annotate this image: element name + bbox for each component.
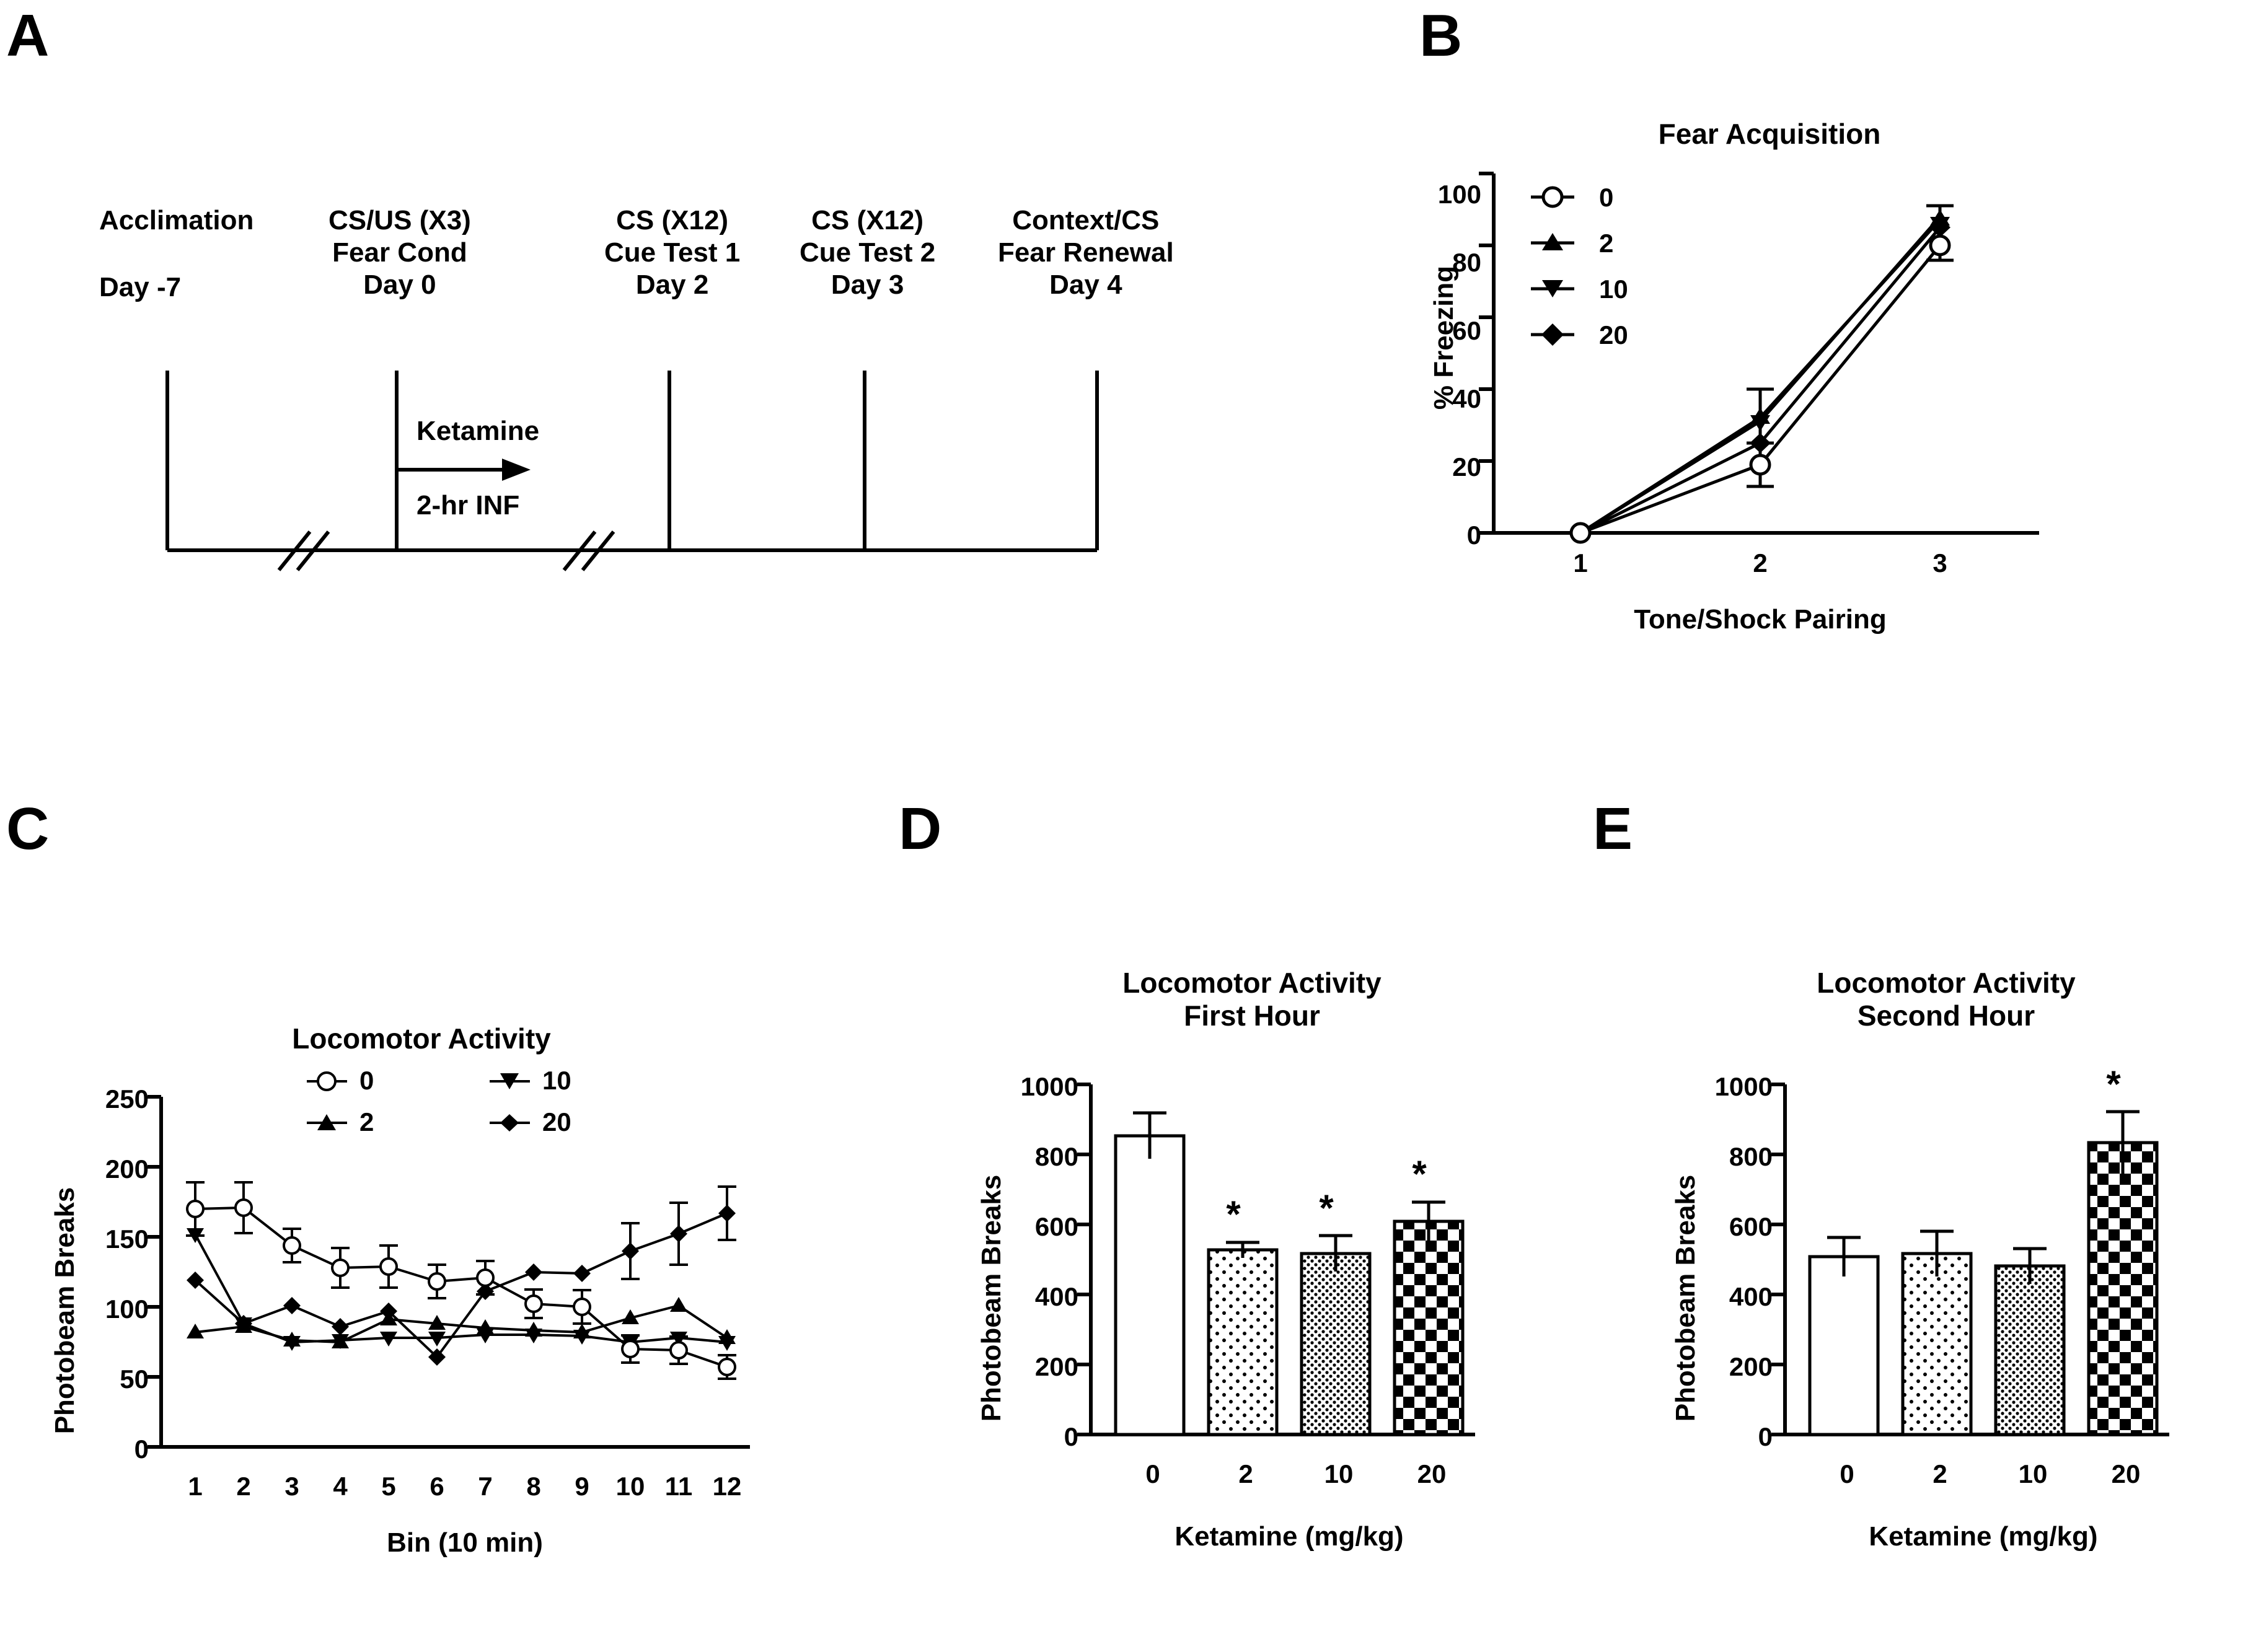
first-hour-title-line-0: Locomotor Activity — [1122, 967, 1382, 999]
first-hour-annotation-10: * — [1319, 1187, 1334, 1229]
fear-acquisition-ytick-40: 40 — [1452, 384, 1481, 413]
timeline-event-3 — [800, 204, 935, 301]
timeline-event-3-day: Day 3 — [831, 269, 904, 300]
first-hour-xtick-20: 20 — [1417, 1459, 1447, 1488]
panel-b-letter: B — [1419, 2, 1463, 69]
locomotor-bins-xtick-9: 9 — [575, 1472, 589, 1501]
fear-acquisition-legend-1: 2 — [1599, 229, 1614, 258]
second-hour-ytick-200: 200 — [1729, 1352, 1773, 1381]
locomotor-bins-ytick-200: 200 — [105, 1154, 149, 1184]
second-hour-xtick-0: 0 — [1840, 1459, 1854, 1488]
second-hour-xlabel: Ketamine (mg/kg) — [1869, 1521, 2098, 1552]
panel-a — [0, 0, 1333, 731]
first-hour-ytick-0: 0 — [1064, 1422, 1078, 1451]
second-hour-xtick-10: 10 — [2018, 1459, 2048, 1488]
second-hour-ytick-800: 800 — [1729, 1142, 1773, 1171]
second-hour-ylabel: Photobeam Breaks — [1670, 1174, 1701, 1422]
locomotor-bins-xtick-10: 10 — [615, 1472, 645, 1501]
fear-acquisition-ytick-80: 80 — [1452, 248, 1481, 277]
fear-acquisition-legend-3: 20 — [1599, 320, 1628, 349]
locomotor-bins-legend-2: 10 — [542, 1066, 571, 1095]
first-hour-annotation-20: * — [1412, 1153, 1427, 1195]
timeline-event-2 — [604, 204, 740, 301]
fear-acquisition-ytick-60: 60 — [1452, 316, 1481, 345]
locomotor-bins-ytick-50: 50 — [120, 1364, 149, 1394]
timeline-event-2-line-1: Cue Test 1 — [604, 237, 741, 268]
second-hour-ytick-0: 0 — [1758, 1422, 1773, 1451]
locomotor-bins-legend-1: 2 — [359, 1107, 374, 1136]
locomotor-bins-plot — [161, 1097, 905, 1531]
locomotor-bins-xtick-5: 5 — [381, 1472, 396, 1501]
timeline-event-1-day: Day 0 — [363, 269, 436, 300]
timeline-event-4 — [998, 204, 1174, 301]
first-hour-plot — [1091, 1084, 1649, 1518]
first-hour-ytick-200: 200 — [1034, 1352, 1078, 1381]
locomotor-bins-ytick-150: 150 — [105, 1224, 149, 1254]
fear-acquisition-ytick-100: 100 — [1437, 180, 1481, 209]
second-hour-title-line-0: Locomotor Activity — [1817, 967, 2076, 999]
first-hour-ytick-1000: 1000 — [1020, 1072, 1078, 1101]
second-hour-plot — [1785, 1084, 2261, 1518]
panel-a-letter: A — [6, 2, 50, 69]
timeline-event-1-line-1: Fear Cond — [332, 237, 467, 268]
locomotor-bins-ytick-0: 0 — [134, 1435, 149, 1464]
timeline-event-1-line-0: CS/US (X3) — [328, 205, 471, 235]
fear-acquisition-ylabel: % Freezing — [1429, 265, 1459, 410]
fear-acquisition-xtick-1: 1 — [1573, 548, 1588, 578]
second-hour-xtick-2: 2 — [1933, 1459, 1947, 1488]
panel-c-letter: C — [6, 796, 50, 862]
second-hour-xtick-20: 20 — [2111, 1459, 2141, 1488]
first-hour-xtick-2: 2 — [1238, 1459, 1253, 1488]
fear-acquisition-title: Fear Acquisition — [1658, 118, 1881, 150]
timeline-event-4-line-1: Fear Renewal — [998, 237, 1174, 268]
panel-d — [880, 762, 1574, 1652]
locomotor-bins-legend-3: 20 — [542, 1107, 571, 1136]
panel-d-letter: D — [899, 796, 942, 862]
first-hour-xtick-10: 10 — [1324, 1459, 1354, 1488]
panel-b — [1333, 0, 2261, 731]
first-hour-annotation-2: * — [1226, 1193, 1241, 1235]
timeline-event-2-day: Day 2 — [635, 269, 709, 300]
fear-acquisition-xtick-2: 2 — [1753, 548, 1768, 578]
panel-e — [1574, 762, 2261, 1652]
first-hour-xlabel: Ketamine (mg/kg) — [1175, 1521, 1404, 1552]
locomotor-bins-xtick-1: 1 — [188, 1472, 203, 1501]
timeline-event-2-line-0: CS (X12) — [616, 205, 729, 235]
panel-c — [0, 762, 880, 1652]
locomotor-bins-xtick-6: 6 — [430, 1472, 444, 1501]
locomotor-bins-xtick-8: 8 — [526, 1472, 541, 1501]
second-hour-ytick-1000: 1000 — [1714, 1072, 1773, 1101]
locomotor-bins-ylabel: Photobeam Breaks — [50, 1187, 80, 1435]
locomotor-bins-legend-0: 0 — [359, 1066, 374, 1095]
timeline-event-3-line-1: Cue Test 2 — [800, 237, 936, 268]
locomotor-bins-xtick-7: 7 — [478, 1472, 493, 1501]
timeline-arrow-label-bottom: 2-hr INF — [416, 490, 520, 521]
first-hour-ylabel: Photobeam Breaks — [976, 1174, 1007, 1422]
timeline-event-4-line-0: Context/CS — [1012, 205, 1160, 235]
first-hour-ytick-400: 400 — [1034, 1282, 1078, 1311]
fear-acquisition-xtick-3: 3 — [1933, 548, 1947, 578]
timeline-arrow-label-top: Ketamine — [416, 416, 540, 446]
first-hour-title-line-1: First Hour — [1184, 999, 1320, 1032]
fear-acquisition-xlabel: Tone/Shock Pairing — [1634, 604, 1887, 635]
second-hour-ytick-600: 600 — [1729, 1212, 1773, 1241]
locomotor-bins-xtick-11: 11 — [664, 1472, 693, 1501]
first-hour-title — [979, 967, 1525, 1032]
timeline-event-1 — [328, 204, 471, 301]
timeline-event-0-day: Day -7 — [99, 271, 182, 302]
first-hour-xtick-0: 0 — [1145, 1459, 1160, 1488]
second-hour-title-line-1: Second Hour — [1857, 999, 2035, 1032]
panel-e-letter: E — [1593, 796, 1633, 862]
locomotor-bins-ytick-250: 250 — [105, 1084, 149, 1114]
timeline-event-4-day: Day 4 — [1049, 269, 1122, 300]
second-hour-title — [1673, 967, 2219, 1032]
locomotor-bins-ytick-100: 100 — [105, 1294, 149, 1324]
locomotor-bins-xtick-12: 12 — [712, 1472, 742, 1501]
fear-acquisition-ytick-20: 20 — [1452, 452, 1481, 481]
fear-acquisition-legend-0: 0 — [1599, 183, 1614, 212]
locomotor-bins-xlabel: Bin (10 min) — [387, 1527, 543, 1558]
second-hour-annotation-20: * — [2106, 1063, 2121, 1105]
first-hour-ytick-800: 800 — [1034, 1142, 1078, 1171]
timeline-event-0-line-0: Acclimation — [99, 205, 254, 235]
locomotor-bins-xtick-2: 2 — [236, 1472, 251, 1501]
second-hour-ytick-400: 400 — [1729, 1282, 1773, 1311]
locomotor-bins-xtick-3: 3 — [284, 1472, 299, 1501]
fear-acquisition-ytick-0: 0 — [1466, 521, 1481, 550]
locomotor-bins-title: Locomotor Activity — [292, 1022, 551, 1055]
timeline-graphic — [93, 353, 1333, 601]
first-hour-ytick-600: 600 — [1034, 1212, 1078, 1241]
timeline-event-3-line-0: CS (X12) — [811, 205, 924, 235]
fear-acquisition-legend-2: 10 — [1599, 275, 1628, 304]
timeline-event-0 — [99, 204, 253, 304]
locomotor-bins-xtick-4: 4 — [333, 1472, 348, 1501]
